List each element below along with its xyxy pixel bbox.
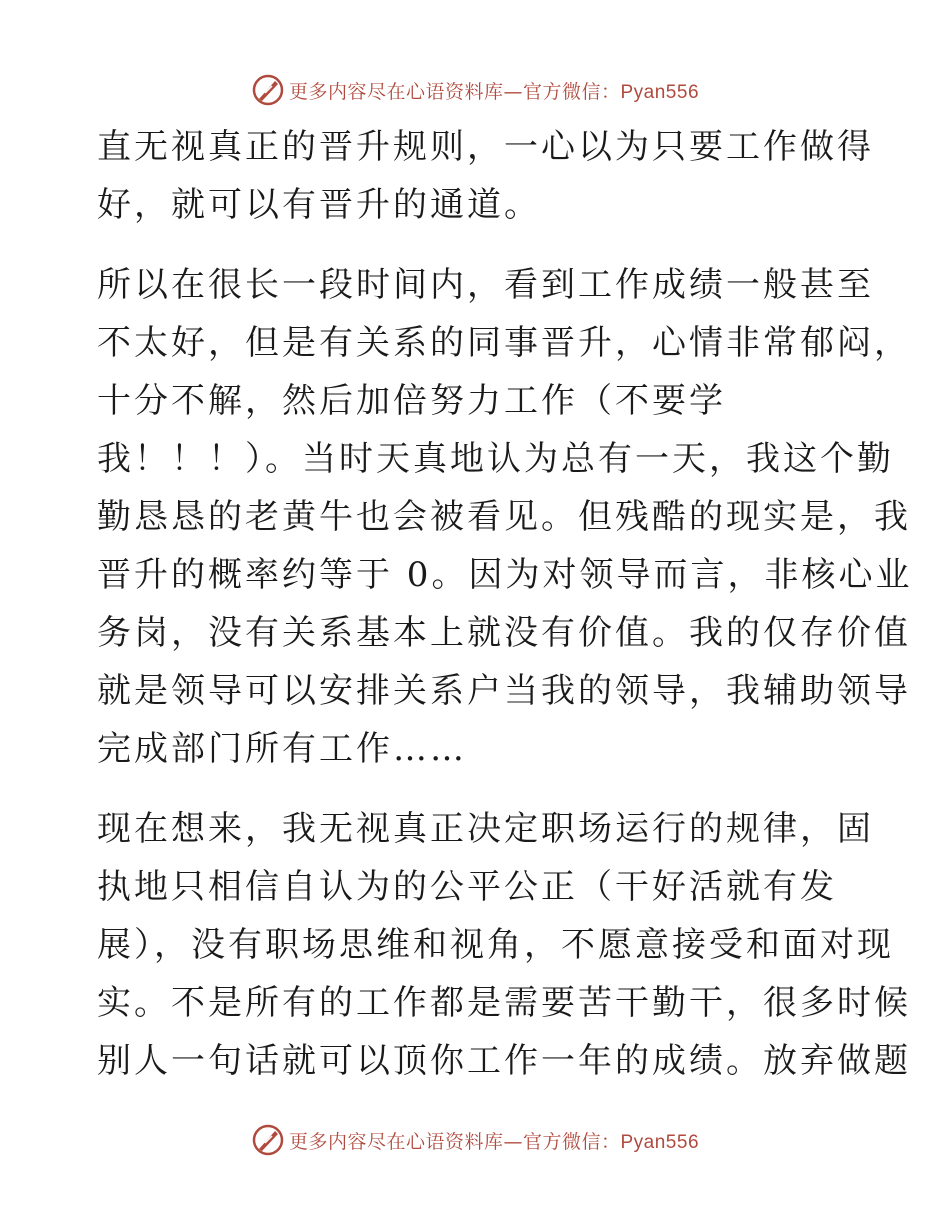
paragraph-2 xyxy=(97,256,913,778)
text-line: 执地只相信自认为的公平公正（干好活就有发 xyxy=(97,867,837,907)
footer-banner-label: 更多内容尽在心语资料库—官方微信： xyxy=(288,1130,621,1153)
header-banner-label: 更多内容尽在心语资料库—官方微信： xyxy=(288,80,621,103)
footer-banner-text xyxy=(289,1127,699,1154)
text-line: 就是领导可以安排关系户当我的领导，我辅助领导 xyxy=(97,671,911,711)
document-body xyxy=(97,118,913,1090)
text-line: 展），没有职场思维和视角，不愿意接受和面对现 xyxy=(97,925,894,965)
quill-logo-icon xyxy=(251,1123,285,1157)
text-line: 不太好，但是有关系的同事晋升，心情非常郁闷， xyxy=(97,323,911,363)
header-wechat-id: Pyan556 xyxy=(620,81,700,103)
quill-logo-icon xyxy=(251,73,285,107)
text-line: 晋升的概率约等于 0。因为对领导而言，非核心业 xyxy=(97,555,913,595)
text-line: 十分不解，然后加倍努力工作（不要学 xyxy=(97,381,726,421)
text-line: 别人一句话就可以顶你工作一年的成绩。放弃做题 xyxy=(97,1041,911,1081)
header-banner-text xyxy=(289,77,699,104)
page-footer-banner xyxy=(0,1120,950,1160)
text-line: 好，就可以有晋升的通道。 xyxy=(97,185,541,225)
text-line: 直无视真正的晋升规则，一心以为只要工作做得 xyxy=(97,127,874,167)
text-line: 所以在很长一段时间内，看到工作成绩一般甚至 xyxy=(97,265,874,305)
text-line: 我！！！）。当时天真地认为总有一天，我这个勤 xyxy=(97,439,894,479)
text-line: 现在想来，我无视真正决定职场运行的规律，固 xyxy=(97,809,874,849)
text-line: 实。不是所有的工作都是需要苦干勤干，很多时候 xyxy=(97,983,911,1023)
paragraph-3 xyxy=(97,800,911,1090)
page-header-banner xyxy=(0,70,950,110)
text-line: 务岗，没有关系基本上就没有价值。我的仅存价值 xyxy=(97,613,911,653)
paragraph-1 xyxy=(97,118,874,234)
text-line: 完成部门所有工作…… xyxy=(97,729,467,769)
footer-wechat-id: Pyan556 xyxy=(620,1131,700,1153)
text-line: 勤恳恳的老黄牛也会被看见。但残酷的现实是，我 xyxy=(97,497,911,537)
